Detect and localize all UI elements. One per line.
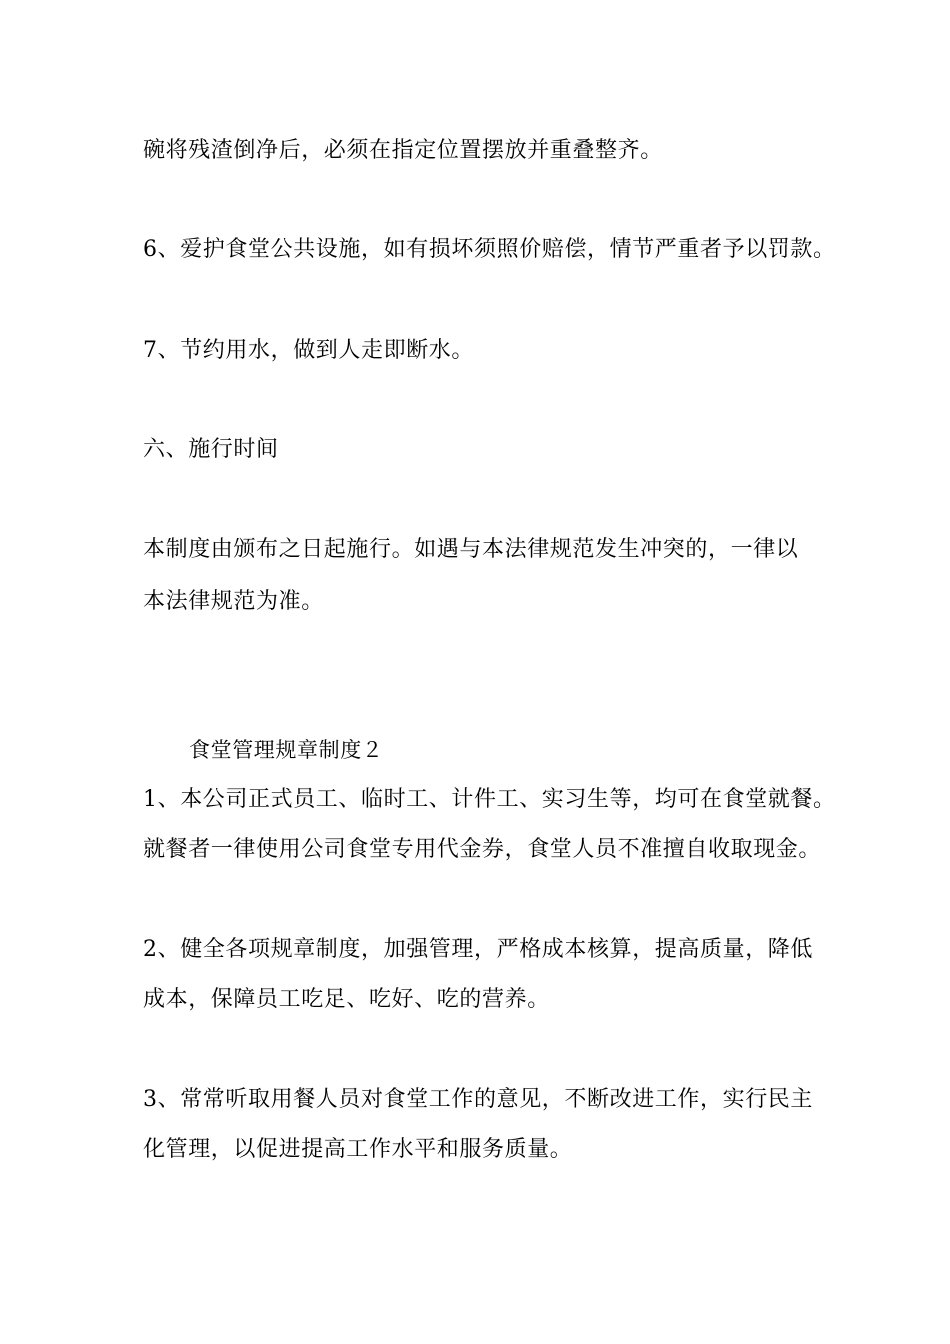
section-heading: 六、施行时间 [143,437,279,462]
rule-item-2-continued: 成本，保障员工吃足、吃好、吃的营养。 [143,987,550,1012]
paragraph-line: 本制度由颁布之日起施行。如遇与本法律规范发生冲突的，一律以 [143,537,799,562]
rule-item-3: 3、常常听取用餐人员对食堂工作的意见，不断改进工作，实行民主 [143,1087,813,1112]
rule-item-6: 6、爱护食堂公共设施，如有损坏须照价赔偿，情节严重者予以罚款。 [143,237,836,262]
rule-item-3-continued: 化管理，以促进提高工作水平和服务质量。 [143,1137,573,1162]
rule-item-7: 7、节约用水，做到人走即断水。 [143,338,474,363]
paragraph-line: 本法律规范为准。 [143,589,324,614]
rule-item-2: 2、健全各项规章制度，加强管理，严格成本核算，提高质量，降低 [143,937,813,962]
rule-item-1-continued: 就餐者一律使用公司食堂专用代金券，食堂人员不准擅自收取现金。 [143,837,822,862]
rule-item-1: 1、本公司正式员工、临时工、计件工、实习生等，均可在食堂就餐。 [143,787,836,812]
paragraph-line: 碗将残渣倒净后，必须在指定位置摆放并重叠整齐。 [143,138,663,163]
document-title: 食堂管理规章制度２ [189,738,384,762]
